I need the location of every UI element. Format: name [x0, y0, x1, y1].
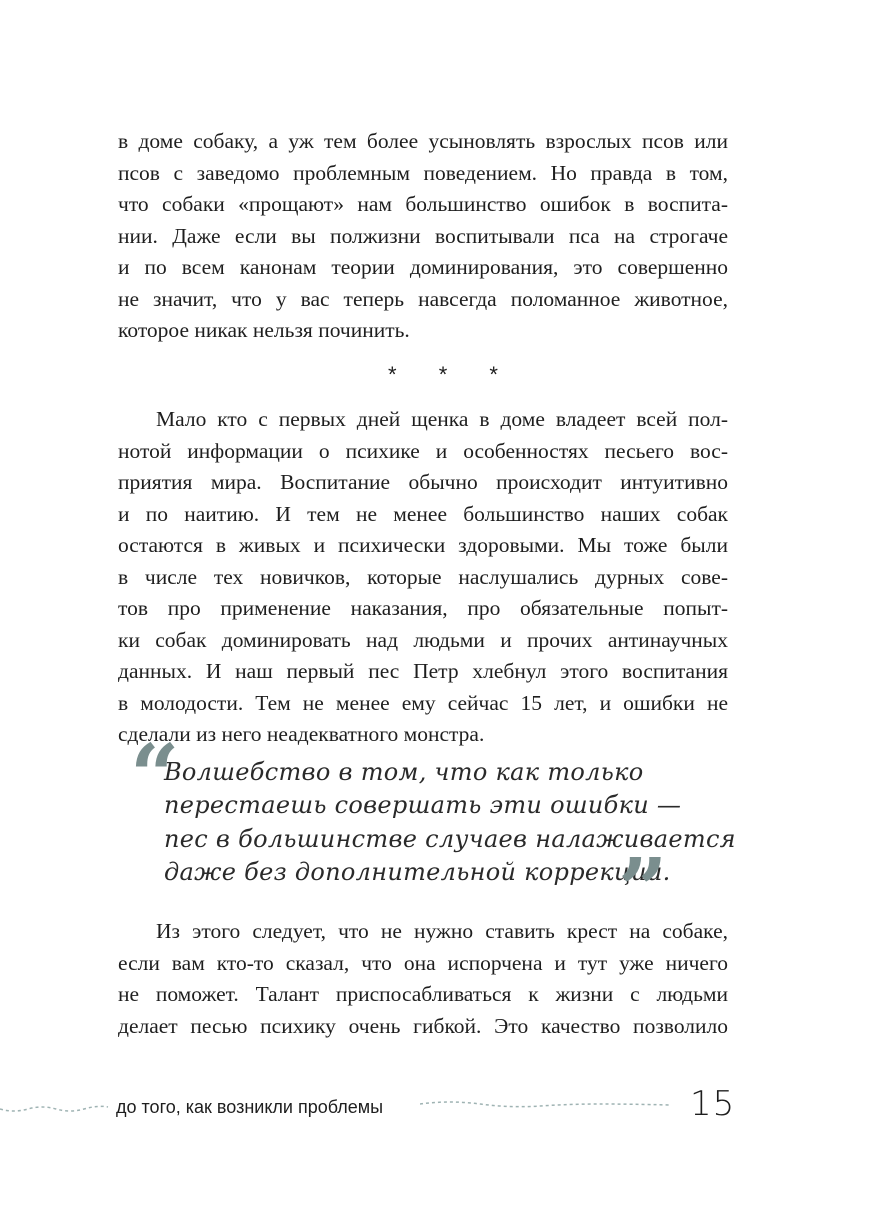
close-quote-mark: ”	[618, 840, 668, 941]
quote-line: пес в большинстве случаев налаживается	[164, 825, 736, 853]
text-line: нии. Даже если вы полжизни воспитывали пса на строгаче	[118, 223, 728, 248]
quote-line: даже без дополнительной коррекции.	[164, 858, 671, 886]
paragraph-3	[118, 916, 728, 1042]
text-line: что собаки «прощают» нам большинство ошибок в воспита-	[118, 192, 728, 216]
section-separator: * * *	[388, 362, 516, 387]
text-line: в доме собаку, а уж тем более усыновлять взрослых псов или	[118, 129, 728, 153]
text-line: данных. И наш первый пес Петр хлебнул этого воспитания	[118, 659, 728, 683]
text-line: нотой информации о психике и особенностях песьего вос-	[118, 438, 728, 463]
text-line: делает песью психику очень гибкой. Это качество позволило	[118, 1013, 728, 1038]
text-line: не значит, что у вас теперь навсегда поломанное животное,	[118, 286, 728, 311]
text-line: и по всем канонам теории доминирования, это совершенно	[118, 255, 728, 279]
paragraph-2	[118, 404, 728, 751]
text-line: приятия мира. Воспитание обычно происходит интуитивно	[118, 470, 728, 494]
text-line: тов про применение наказания, про обязательные попыт-	[118, 596, 728, 620]
footer-wave-divider-left	[0, 1100, 110, 1116]
text-line: псов с заведомо проблемным поведением. Но правда в том,	[118, 160, 728, 185]
text-line: которое никак нельзя починить.	[118, 318, 410, 342]
quote-line: Волшебство в том, что как только	[164, 758, 644, 786]
open-quote-mark: “	[130, 726, 180, 827]
page-number: 15	[690, 1084, 736, 1124]
text-line: Мало кто с первых дней щенка в доме владеет всей пол-	[156, 407, 728, 431]
quote-line: перестаешь совершать эти ошибки —	[164, 791, 682, 819]
text-line: и по наитию. И тем не менее большинство наших собак	[118, 501, 728, 526]
paragraph-1	[118, 126, 728, 347]
text-line: в числе тех новичков, которые наслушались дурных сове-	[118, 564, 728, 589]
text-line: остаются в живых и психически здоровыми. Мы тоже были	[118, 533, 728, 557]
text-line: сделали из него неадекватного монстра.	[118, 722, 485, 746]
text-line: если вам кто-то сказал, что она испорчена и тут уже ничего	[118, 950, 728, 975]
text-line: в молодости. Тем не менее ему сейчас 15 лет, и ошибки не	[118, 690, 728, 715]
text-line: Из этого следует, что не нужно ставить крест на собаке,	[156, 919, 728, 943]
text-line: не поможет. Талант приспосабливаться к жизни с людьми	[118, 982, 728, 1006]
footer-wave-divider-right	[420, 1096, 675, 1114]
running-title: до того, как возникли проблемы	[116, 1097, 384, 1117]
text-line: ки собак доминировать над людьми и прочих антинаучных	[118, 627, 728, 652]
